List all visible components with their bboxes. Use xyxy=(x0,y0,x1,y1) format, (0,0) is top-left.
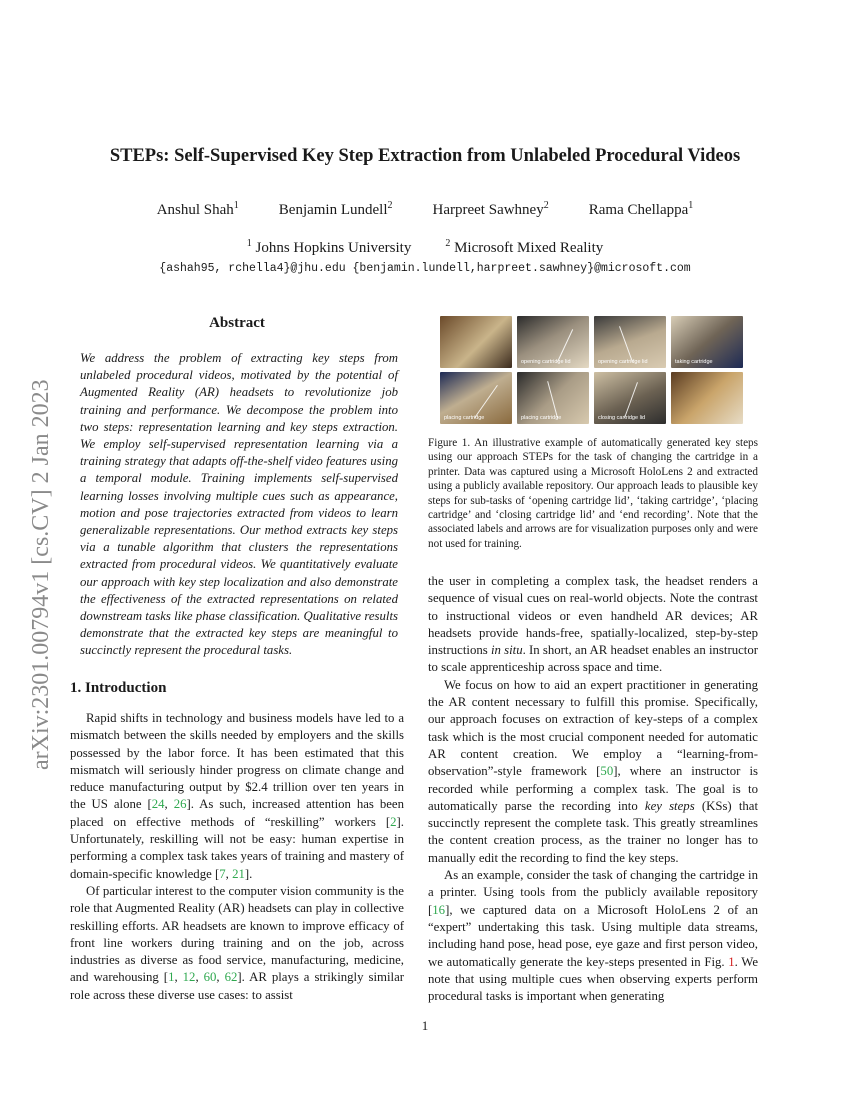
affiliation: $^2$ Microsoft Mixed Reality xyxy=(445,238,604,256)
paragraph: Of particular interest to the computer vision community is the role that Augmented Reality (AR) headsets can play in collective reskilling efforts. AR headsets are known to improve efficacy of front line workers during training and on the job, across industries as diverse as food service, manufacturing, medicine, and warehousing [1, 12, 60, 62]. AR plays a strikingly similar role across these diverse use cases: to assist xyxy=(70,883,405,1002)
author: Anshul Shah$^1$ xyxy=(156,200,239,218)
figure-label: taking cartridge xyxy=(675,359,713,365)
citation-link[interactable]: 21 xyxy=(232,866,245,881)
abstract-text: We address the problem of extracting key steps from unlabeled procedural videos, motivated by the potential of Augmented Reality (AR) headsets to revolutionize job training and performance. We decompose the problem into two steps: representation learning and key steps extraction. We employ self-supervised representation learning via a training strategy that adapts off-the-shelf video features using a temporal module. Training implements self-supervised learning losses involving multiple cues such as appearance, motion and pose trajectories extracted from videos to learn generalizable representations. Our method extracts key steps via a tunable algorithm that clusters the representations extracted from procedural videos. We quantitatively evaluate our approach with key step localization and also demonstrate the effectiveness of the extracted representations on related downstream tasks like phase classification. Qualitative results demonstrate that the extracted key steps are meaningful to succinctly represent the procedural tasks. xyxy=(80,351,398,658)
affiliations xyxy=(0,238,850,257)
citation-link[interactable]: 26 xyxy=(173,797,187,812)
citation-link[interactable]: 62 xyxy=(224,970,238,985)
figure-frame xyxy=(594,372,666,424)
affiliation: $^1$ Johns Hopkins University xyxy=(246,238,412,256)
right-column-text xyxy=(428,573,758,1005)
citation-link[interactable]: 1 xyxy=(168,970,175,985)
figure-frame xyxy=(517,316,589,368)
figure-frame xyxy=(671,316,743,368)
figure-frame xyxy=(440,372,512,424)
figure-frame xyxy=(517,372,589,424)
paragraph: As an example, consider the task of changing the cartridge in a printer. Using tools from the publicly available repository [16], we captured data on a Microsoft HoloLens 2 of an “expert” undertaking this task. Using multiple data streams, including hand pose, head pose, eye gaze and first person video, we automatically generate the key-steps presented in Fig. 1. We note that using multiple cues when observing experts perform procedural tasks is important when generating xyxy=(428,868,758,1004)
citation-link[interactable]: 60 xyxy=(203,970,217,985)
figure-1-caption: Figure 1. An illustrative example of automatically generated key steps using our approach STEPs for the task of changing the cartridge in a printer. Data was captured using a Microsoft HoloLens 2 and extracted using a publicly available repository. Our approach leads to plausible key steps for sub-tasks of ‘opening cartridge lid’, ‘taking cartridge’, ‘placing cartridge’ and ‘closing cartridge lid’ and ‘end recording’. Note that the associated labels and arrows are for visualization purposes only and were not used for training. xyxy=(428,437,758,550)
author-emails: {ashah95, rchella4}@jhu.edu {benjamin.lundell,harpreet.sawhney}@microsoft.com xyxy=(159,262,691,275)
figure-label: opening cartridge lid xyxy=(598,359,648,365)
paragraph: We focus on how to aid an expert practitioner in generating the AR content necessary to fulfill this promise. Specifically, our approach focuses on extraction of key-steps of a complex task which is the most crucial component needed for automatic AR content creation. We employ a “learning-from-observation”-style framework [50], where an instructor is recorded while performing a complex task. The goal is to automatically parse the recording into key steps (KSs) that succinctly represent the complete task. This greatly streamlines the content creation process, as the trainer no longer has to manually edit the recording to find the key steps. xyxy=(428,677,759,865)
figure-1-image-grid xyxy=(440,316,744,426)
figure-label: placing cartridge xyxy=(444,415,485,421)
author: Rama Chellappa$^1$ xyxy=(588,200,694,218)
citation-link[interactable]: 16 xyxy=(432,902,446,917)
citation-link[interactable]: 2 xyxy=(390,814,397,829)
figure-label: closing cartridge lid xyxy=(598,415,646,421)
author: Harpreet Sawhney$^2$ xyxy=(432,200,549,218)
paragraph: Rapid shifts in technology and business models have led to a mismatch between the skills needed by employers and the skills possessed by the labor force. It has been estimated that this mismatch will seriously hinder progress on climate change and reduce manufacturing output by $2.4 trillion over ten years in the US alone [24, 26]. As such, increased attention has been placed on effective methods of “reskilling” workers [2]. Unfortunately, reskilling will not be easy: human expertise in performing a complex task takes years of training and mastery of domain-specific knowledge [7, 21]. xyxy=(70,711,404,881)
author-list xyxy=(0,200,850,219)
citation-link[interactable]: 12 xyxy=(182,970,196,985)
author: Benjamin Lundell$^2$ xyxy=(278,200,393,218)
paragraph: the user in completing a complex task, the headset renders a sequence of visual cues on real-world objects. Note the contrast to instructional videos or even handheld AR devices; AR headsets provide hands-free, spatially-localized, step-by-step instructions in situ. In short, an AR headset enables an instructor to scale apprenticeship across space and time. xyxy=(428,574,758,675)
arxiv-identifier: arXiv:2301.00794v1 [cs.CV] 2 Jan 2023 xyxy=(28,379,54,770)
section-heading-introduction: 1. Introduction xyxy=(70,680,167,696)
citation-link[interactable]: 50 xyxy=(600,764,614,779)
figure-label: opening cartridge lid xyxy=(521,359,571,365)
figure-reference-link[interactable]: 1 xyxy=(728,954,735,969)
page-number: 1 xyxy=(421,1018,429,1033)
figure-frame xyxy=(440,316,512,368)
paper-title: STEPs: Self-Supervised Key Step Extraction from Unlabeled Procedural Videos xyxy=(109,146,741,166)
figure-frame xyxy=(671,372,743,424)
citation-link[interactable]: 7 xyxy=(219,866,226,881)
citation-link[interactable]: 24 xyxy=(151,797,165,812)
intro-text xyxy=(70,710,404,1004)
figure-frame xyxy=(594,316,666,368)
abstract-heading: Abstract xyxy=(209,315,265,331)
figure-label: placing cartridge xyxy=(521,415,562,421)
